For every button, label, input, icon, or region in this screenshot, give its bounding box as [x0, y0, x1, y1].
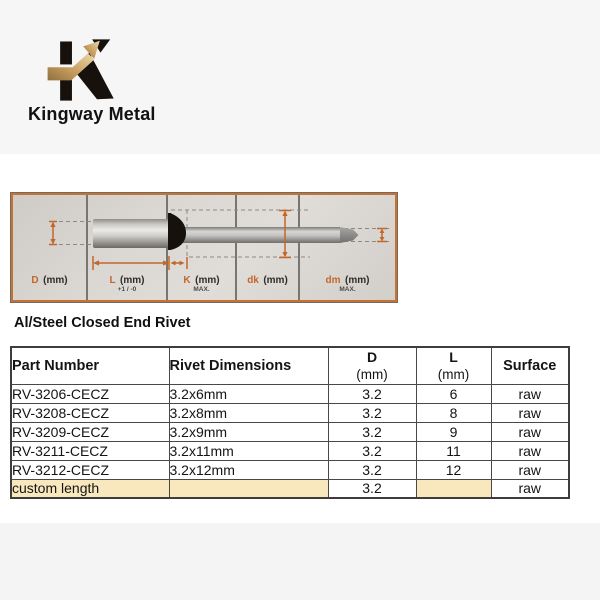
cell-d: 3.2 — [328, 403, 416, 422]
cell-dimensions — [169, 479, 328, 498]
table-row — [11, 422, 569, 441]
col-header-l: L (mm) — [416, 347, 491, 384]
cell-l — [416, 479, 491, 498]
cell-d: 3.2 — [328, 460, 416, 479]
col-header-rivet-dimensions: Rivet Dimensions — [169, 347, 328, 384]
cell-d: 3.2 — [328, 422, 416, 441]
cell-part-number: RV-3212-CECZ — [11, 460, 169, 479]
rivet-spec-table — [10, 346, 570, 499]
cell-dimensions: 3.2x8mm — [169, 403, 328, 422]
diagram-column-dm — [300, 195, 395, 300]
footer-band — [0, 523, 600, 600]
cell-l: 8 — [416, 403, 491, 422]
kingway-logo-icon — [46, 38, 116, 102]
cell-part-number: RV-3206-CECZ — [11, 384, 169, 403]
col-header-d: D (mm) — [328, 347, 416, 384]
table-header-row — [11, 347, 569, 384]
col-header-surface: Surface — [491, 347, 569, 384]
cell-part-number: RV-3209-CECZ — [11, 422, 169, 441]
cell-surface: raw — [491, 403, 569, 422]
cell-part-number: RV-3211-CECZ — [11, 441, 169, 460]
dimension-label-k: K (mm) MAX. — [183, 275, 220, 293]
table-row — [11, 460, 569, 479]
dimension-label-dk: dk (mm) — [247, 275, 288, 286]
diagram-column-k — [168, 195, 237, 300]
cell-part-number: custom length — [11, 479, 169, 498]
table-row-custom-length — [11, 479, 569, 498]
dimension-label-l: L (mm) +1 / -0 — [109, 275, 145, 293]
table-row — [11, 384, 569, 403]
cell-surface: raw — [491, 479, 569, 498]
cell-l: 6 — [416, 384, 491, 403]
page-title: Al/Steel Closed End Rivet — [14, 315, 191, 331]
table-row — [11, 441, 569, 460]
cell-l: 12 — [416, 460, 491, 479]
cell-surface: raw — [491, 422, 569, 441]
dimension-label-dm: dm (mm) MAX. — [325, 275, 370, 293]
cell-dimensions: 3.2x6mm — [169, 384, 328, 403]
table-row — [11, 403, 569, 422]
cell-dimensions: 3.2x12mm — [169, 460, 328, 479]
cell-surface: raw — [491, 460, 569, 479]
diagram-column-d — [13, 195, 88, 300]
col-header-part-number: Part Number — [11, 347, 169, 384]
cell-d: 3.2 — [328, 479, 416, 498]
dimension-label-d: D (mm) — [31, 275, 68, 286]
diagram-column-l — [88, 195, 168, 300]
diagram-column-dk — [237, 195, 300, 300]
cell-l: 9 — [416, 422, 491, 441]
cell-surface: raw — [491, 384, 569, 403]
cell-d: 3.2 — [328, 441, 416, 460]
brand-name: Kingway Metal — [28, 104, 156, 124]
cell-l: 11 — [416, 441, 491, 460]
rivet-diagram — [11, 193, 397, 302]
cell-surface: raw — [491, 441, 569, 460]
cell-dimensions: 3.2x9mm — [169, 422, 328, 441]
cell-d: 3.2 — [328, 384, 416, 403]
cell-part-number: RV-3208-CECZ — [11, 403, 169, 422]
cell-dimensions: 3.2x11mm — [169, 441, 328, 460]
